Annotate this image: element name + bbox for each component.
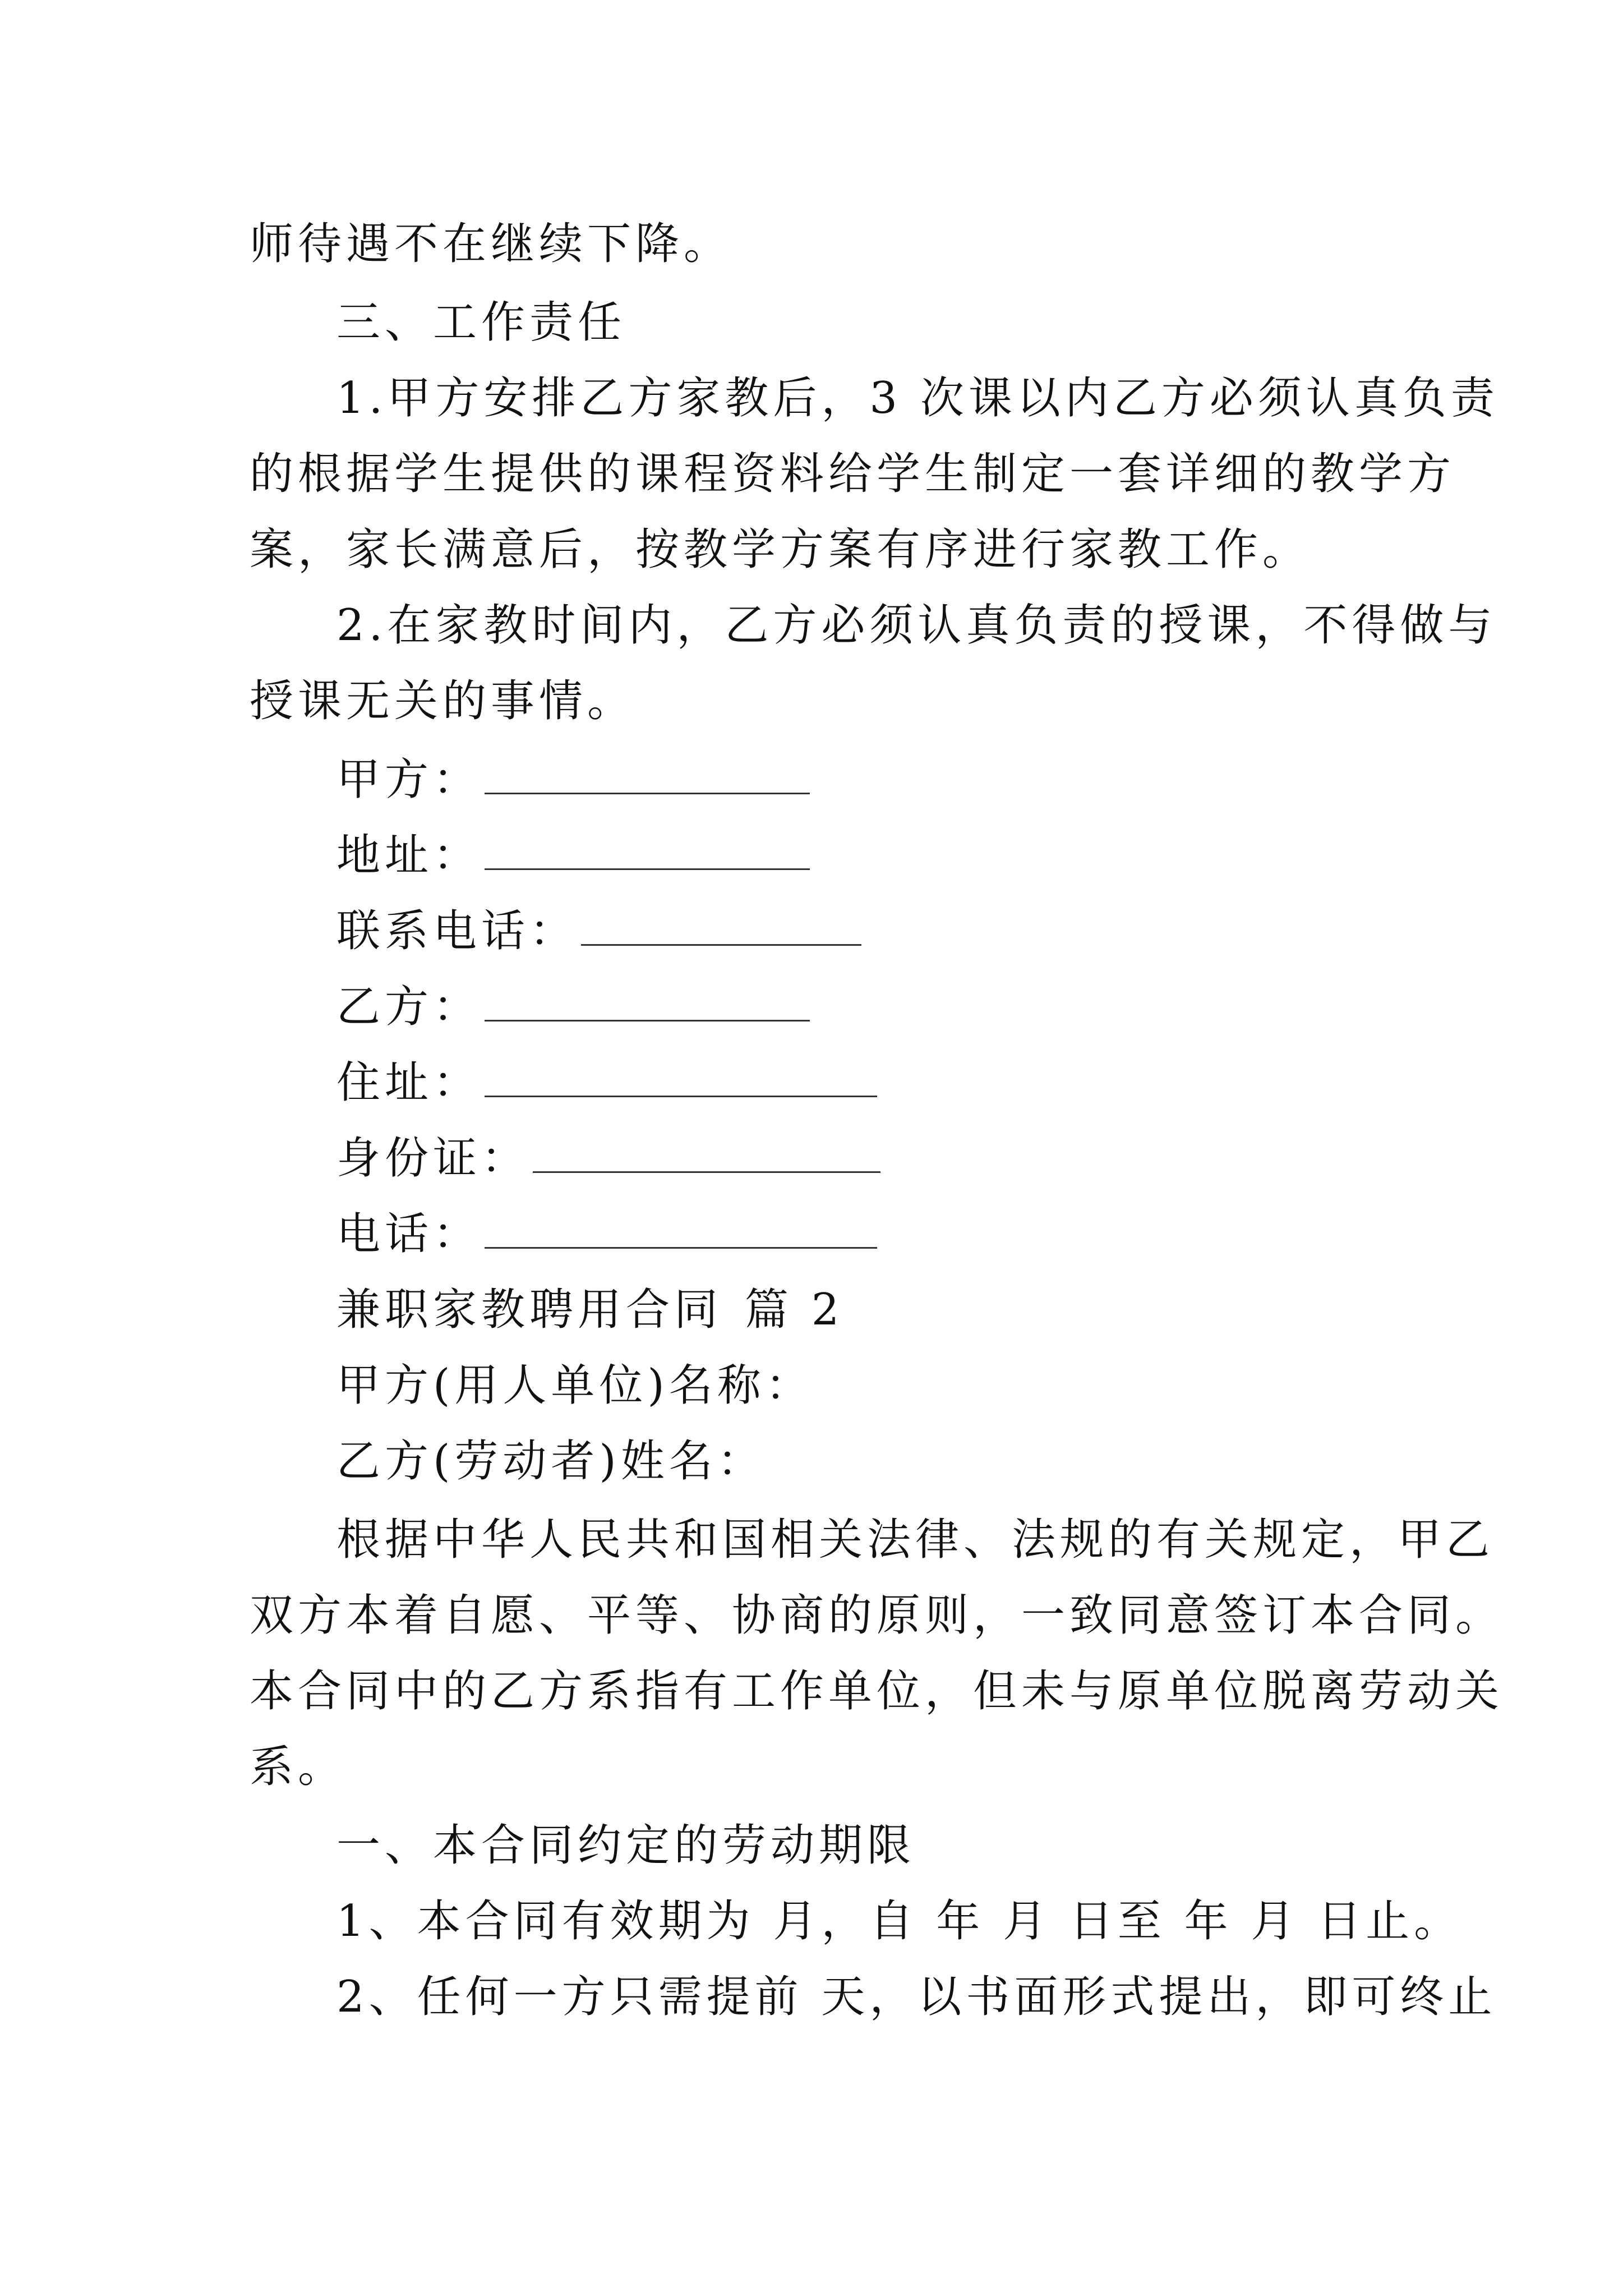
contract-title [336,1282,843,1338]
text-line: 案，家长满意后，按教学方案有序进行家教工作。 [250,524,1311,575]
text-line: 师待遇不在继续下降。 [250,219,732,269]
section-heading: 一、本合同约定的劳动期限 [336,1820,916,1871]
text-line: 系。 [250,1742,347,1792]
contract-item: 1、本合同有效期为 月，自 年 月 日至 年 月 日止。 [336,1896,1463,1947]
field-label: 联系电话： [336,906,578,956]
field-label: 电话： [336,1209,482,1259]
party-a-name: 甲方(用人单位)名称： [336,1360,814,1411]
text-line: 双方本着自愿、平等、协商的原则，一致同意签订本合同。 [250,1590,1504,1641]
text-line: 1.甲方安排乙方家教后，3 次课以内乙方必须认真负责 [336,373,1499,424]
signature-blank [581,905,861,946]
signature-blank [485,753,810,794]
signature-field-residence [336,1055,877,1111]
section-heading: 三、工作责任 [336,297,626,348]
signature-field-party-a [336,752,810,808]
signature-field-id-card [336,1130,880,1186]
field-label: 身份证： [336,1133,530,1184]
signature-blank [533,1132,880,1173]
party-b-name: 乙方(劳动者)姓名： [336,1436,766,1487]
contract-title-text: 兼职家教聘用合同 [336,1285,723,1335]
signature-field-telephone [336,1206,877,1262]
signature-field-phone [336,903,861,959]
contract-part: 篇 2 [745,1285,844,1335]
field-label: 地址： [336,830,482,881]
text-line: 的根据学生提供的课程资料给学生制定一套详细的教学方 [250,449,1456,499]
signature-blank [485,981,810,1022]
text-line: 本合同中的乙方系指有工作单位，但未与原单位脱离劳动关 [250,1666,1504,1717]
field-label: 甲方： [336,754,482,805]
field-label: 乙方： [336,982,482,1032]
text-line: 根据中华人民共和国相关法律、法规的有关规定，甲乙 [336,1515,1495,1565]
signature-blank [485,829,810,870]
signature-field-address [336,827,810,884]
signature-field-party-b [336,979,810,1035]
text-line: 2.在家教时间内，乙方必须认真负责的授课，不得做与 [336,600,1497,651]
field-label: 住址： [336,1057,482,1108]
contract-item: 2、任何一方只需提前 天，以书面形式提出，即可终止 [336,1972,1497,2022]
signature-blank [485,1208,877,1249]
signature-blank [485,1056,877,1097]
text-line: 授课无关的事情。 [250,676,636,726]
